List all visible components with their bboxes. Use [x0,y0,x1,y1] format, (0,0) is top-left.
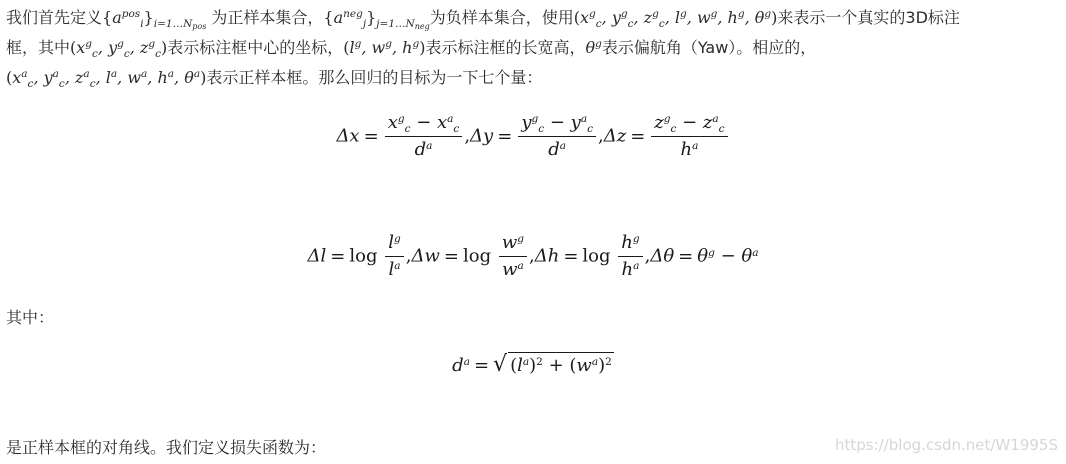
delta-y-symbol: Δy [470,125,494,147]
equation-size-deltas: Δl = log $\frac{l^g}{l^a}$ ,Δw = log $\frac{w^g}{w^a}$ ,Δh = log $\frac{h^g}{h^a}$ $,\Delta\theta = \theta^g - \theta^a$ [307,232,759,280]
ground-truth-box-formula: ($x^g_c$, $y^g_c$, $z^g_c$, $l^g$, $w^g$, $h^g$, $\theta^g$) [573,8,778,30]
delta-w-symbol: Δw [411,245,440,267]
paragraph-line-1 [6,3,1056,32]
text-segment: 为正样本集合， [206,8,324,27]
delta-theta-symbol: Δθ [650,245,675,267]
paragraph-line-2 [6,33,1056,62]
log-operator: log [349,245,378,267]
text-segment: 我们首先定义 [6,8,103,27]
fraction-dy: $\frac{y^g_c - y^a_c}{d^a}$ [518,112,596,161]
text-segment: 表示偏航角（Yaw）。相应的， [601,38,817,57]
text-segment: 表示正样本框。那么回归的目标为一下七个量： [206,68,543,87]
text-segment: 为负样本集合，使用 [429,8,574,27]
delta-h-symbol: Δh [534,245,560,267]
fraction-h: $\frac{h^g}{h^a}$ [618,232,642,281]
fraction-dz: $\frac{z^g_c - z^a_c}{h^a}$ [651,112,727,161]
last-line: 是正样本框的对角线。我们定义损失函数为： [6,438,327,457]
equation-position-deltas: Δx = $\frac{x^g_c - x^a_c}{d^a}$ ,Δy = $\frac{y^g_c - y^a_c}{d^a}$ ,Δz = $\frac{z^g_c - z^a_c}{h^a}$ [0,112,1066,161]
watermark: https://blog.csdn.net/W1995S [835,436,1058,454]
equation-diagonal: $d^a$ = √ $(l^a)^2 + (w^a)^2$ [452,352,612,377]
text-segment: 来表示一个真实的3D标注 [777,8,960,27]
yaw-formula: $\theta^g$ [585,38,602,57]
diagonal-symbol: d [452,355,464,376]
text-segment: 表示标注框中心的坐标， [167,38,344,57]
delta-z-symbol: Δz [603,125,627,147]
fraction-w: $\frac{w^g}{w^a}$ [499,232,527,281]
delta-x-symbol: Δx [336,125,360,147]
size-formula: ($l^g$, $w^g$, $h^g$) [343,38,426,57]
negative-set-formula: $\{a^{neg}_j\}_{j=1\dots N_{neg}}$ [323,8,430,32]
center-coords-formula: ($x^g_c$, $y^g_c$, $z^g_c$) [70,38,168,60]
text-segment: 表示标注框的长宽高， [425,38,586,57]
fraction-l: $\frac{l^g}{l^a}$ [385,232,404,281]
positive-set-formula: $\{a^{pos}_i\}_{i=1\dots N_{pos}}$ [102,8,207,32]
log-operator: log [462,245,492,267]
text-segment: 框，其中 [6,38,71,57]
qizhong-label: 其中： [6,308,55,327]
fraction-dx: $\frac{x^g_c - x^a_c}{d^a}$ [385,112,463,161]
anchor-box-formula: ($x^a_c$, $y^a_c$, $z^a_c$, $l^a$, $w^a$, $h^a$, $\theta^a$) [6,68,207,90]
paragraph-line-3 [6,63,1056,92]
delta-l-symbol: Δl [307,245,327,267]
log-operator: log [582,245,611,267]
sqrt-body: $(l^a)^2 + (w^a)^2$ [508,352,614,376]
